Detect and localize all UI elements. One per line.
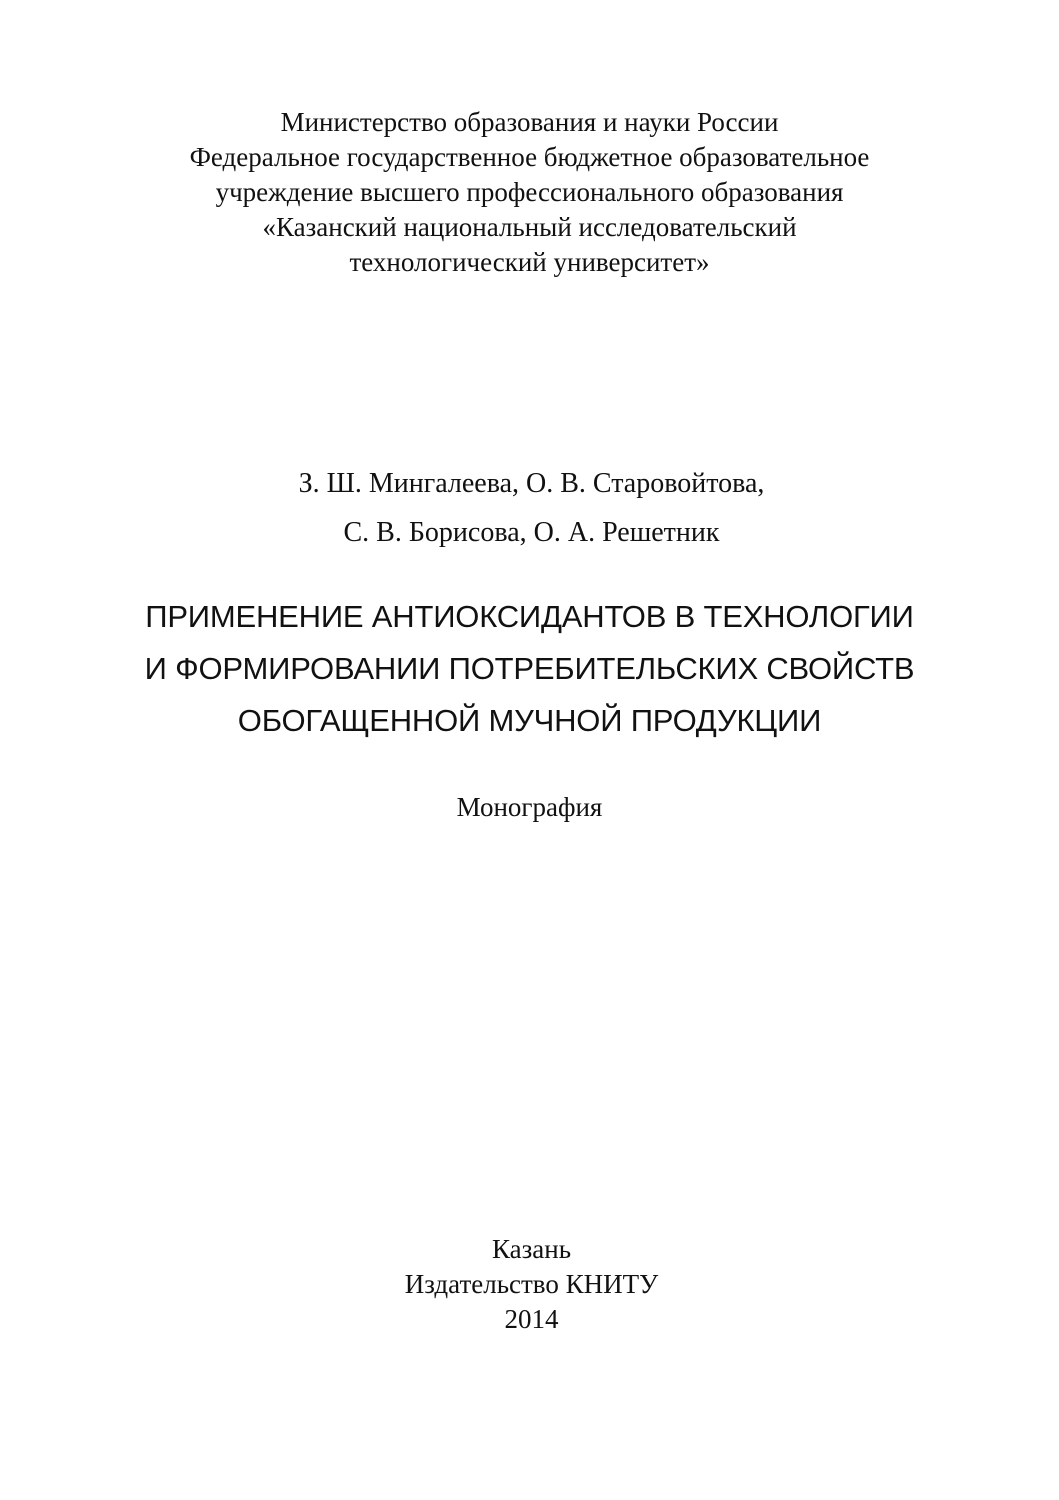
university-name-line: «Казанский национальный исследовательский xyxy=(262,212,797,242)
book-title xyxy=(0,591,1059,747)
book-title-line-1: ПРИМЕНЕНИЕ АНТИОКСИДАНТОВ В ТЕХНОЛОГИИ xyxy=(145,599,914,634)
imprint-year: 2014 xyxy=(504,1304,559,1334)
authors-line-1: З. Ш. Мингалеева, О. В. Старовойтова, xyxy=(298,468,765,499)
institution-type-line-2: учреждение высшего профессионального образования xyxy=(215,177,844,207)
authors-line-2: С. В. Борисова, О. А. Решетник xyxy=(343,517,720,548)
book-title-line-3: ОБОГАЩЕННОЙ МУЧНОЙ ПРОДУКЦИИ xyxy=(237,703,822,738)
book-title-line-2: И ФОРМИРОВАНИИ ПОТРЕБИТЕЛЬСКИХ СВОЙСТВ xyxy=(144,651,915,686)
imprint-block xyxy=(2,1232,1059,1337)
institution-type-line: Федеральное государственное бюджетное образовательное xyxy=(189,142,870,172)
imprint-publisher: Издательство КНИТУ xyxy=(404,1269,659,1299)
genre-text: Монография xyxy=(456,792,603,822)
genre-label xyxy=(0,789,1059,825)
ministry-line: Министерство образования и науки России xyxy=(280,107,779,137)
institution-block xyxy=(0,105,1059,280)
imprint-city: Казань xyxy=(491,1234,572,1264)
authors-block xyxy=(2,459,1059,557)
university-name-line-2: технологический университет» xyxy=(349,247,710,277)
